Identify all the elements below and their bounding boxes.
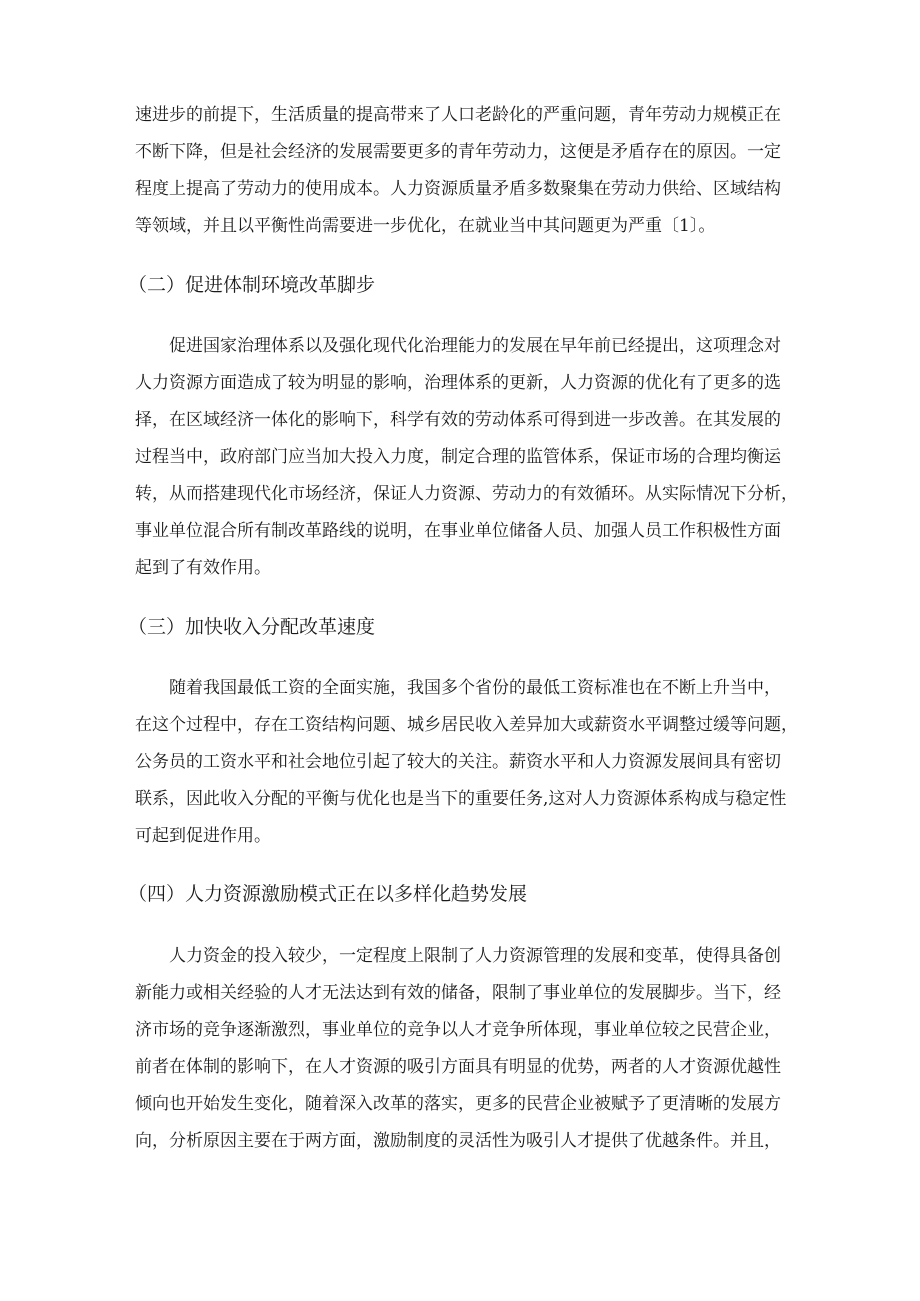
text-line: 新能力或相关经验的人才无法达到有效的储备，限制了事业单位的发展脚步。当下，经 — [135, 983, 781, 1003]
text-line: 事业单位混合所有制改革路线的说明，在事业单位储备人员、加强人员工作积极性方面 — [135, 521, 781, 541]
text-line: 等领域，并且以平衡性尚需要进一步优化，在就业当中其问题更为严重〔1〕。 — [135, 216, 716, 236]
text-line: 公务员的工资水平和社会地位引起了较大的关注。薪资水平和人力资源发展间具有密切 — [135, 752, 781, 772]
paragraph-continuation — [135, 97, 790, 245]
section-heading-4: （四）人力资源激励模式正在以多样化趋势发展 — [128, 883, 528, 905]
text-line: 在这个过程中，存在工资结构问题、城乡居民收入差异加大或薪资水平调整过缓等问题， — [135, 715, 798, 735]
text-line: 起到了有效作用。 — [135, 558, 271, 578]
paragraph-section-2 — [135, 328, 798, 587]
text-line: 随着我国最低工资的全面实施，我国多个省份的最低工资标准也在不断上升当中， — [169, 678, 781, 698]
text-line: 前者在体制的影响下，在人才资源的吸引方面具有明显的优势，两者的人才资源优越性 — [135, 1057, 781, 1077]
paragraph-section-3 — [135, 670, 798, 855]
text-line: 人力资源方面造成了较为明显的影响，治理体系的更新，人力资源的优化有了更多的选 — [135, 373, 781, 393]
text-line: 不断下降，但是社会经济的发展需要更多的青年劳动力，这便是矛盾存在的原因。一定 — [135, 142, 781, 162]
text-line: 择，在区域经济一体化的影响下，科学有效的劳动体系可得到进一步改善。在其发展的 — [135, 410, 781, 430]
paragraph-section-4 — [135, 938, 790, 1160]
text-line: 倾向也开始发生变化，随着深入改革的落实，更多的民营企业被赋予了更清晰的发展方 — [135, 1094, 781, 1114]
text-line: 向，分析原因主要在于两方面，激励制度的灵活性为吸引人才提供了优越条件。并且， — [135, 1131, 781, 1151]
text-line: 人力资金的投入较少，一定程度上限制了人力资源管理的发展和变革，使得具备创 — [169, 946, 781, 966]
section-heading-2: （二）促进体制环境改革脚步 — [128, 274, 376, 296]
text-line: 济市场的竞争逐渐激烈，事业单位的竞争以人才竞争所体现，事业单位较之民营企业， — [135, 1020, 781, 1040]
text-line: 转，从而搭建现代化市场经济，保证人力资源、劳动力的有效循环。从实际情况下分析， — [135, 484, 798, 504]
text-line: 程度上提高了劳动力的使用成本。人力资源质量矛盾多数聚集在劳动力供给、区域结构 — [135, 179, 781, 199]
text-line: 促进国家治理体系以及强化现代化治理能力的发展在早年前已经提出，这项理念对 — [169, 336, 781, 356]
text-line: 可起到促进作用。 — [135, 826, 271, 846]
text-line: 速进步的前提下，生活质量的提高带来了人口老龄化的严重问题，青年劳动力规模正在 — [135, 105, 781, 125]
section-heading-3: （三）加快收入分配改革速度 — [128, 616, 376, 638]
text-line: 过程当中，政府部门应当加大投入力度，制定合理的监管体系，保证市场的合理均衡运 — [135, 447, 781, 467]
text-line: 联系，因此收入分配的平衡与优化也是当下的重要任务,这对人力资源体系构成与稳定性 — [135, 789, 787, 809]
